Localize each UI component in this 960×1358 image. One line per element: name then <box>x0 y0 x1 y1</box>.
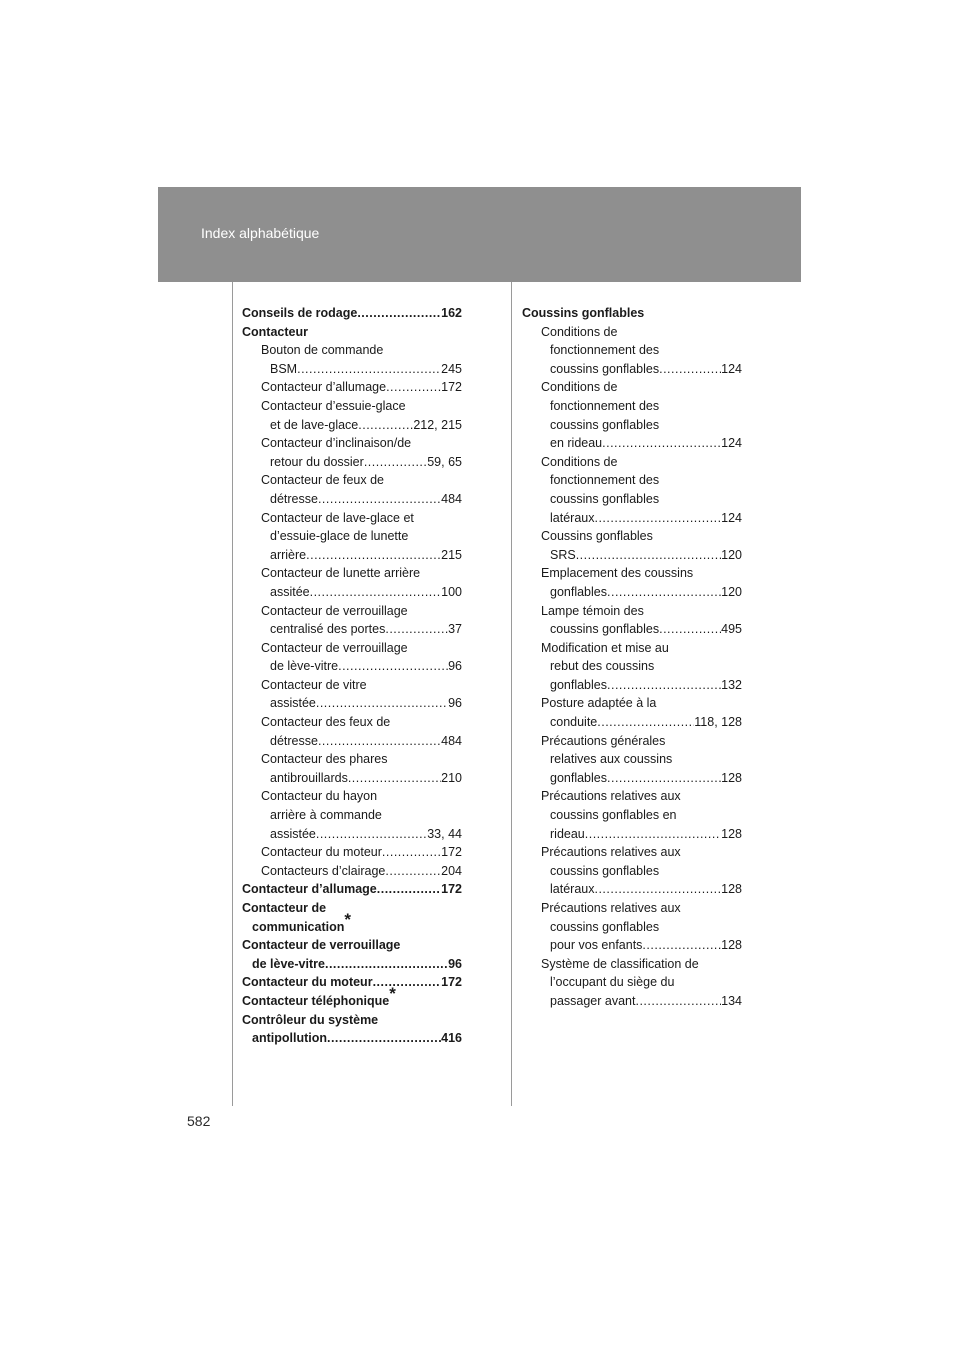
index-subentry: coussins gonflables <box>550 919 660 934</box>
index-subentry: passager avant ..... 134 <box>522 992 742 1011</box>
index-subentry: Posture adaptée à la <box>541 696 657 711</box>
index-subentry: centralisé des portes ..... 37 <box>242 620 462 639</box>
index-subentry: coussins gonflables <box>550 491 660 506</box>
index-subentry: SRS ..... 120 <box>522 546 742 565</box>
index-subentry: Précautions relatives aux <box>541 901 681 915</box>
index-subentry: conduite ..... 118, 128 <box>522 713 742 732</box>
index-subentry: et de lave-glace ..... 212, 215 <box>242 416 462 435</box>
index-subentry: détresse ..... 484 <box>242 732 462 751</box>
index-subentry: arrière ..... 215 <box>242 546 462 565</box>
index-subentry: arrière à commande <box>270 808 382 823</box>
index-subentry: Conditions de <box>541 454 618 469</box>
index-subentry: gonflables ..... 128 <box>522 769 742 788</box>
index-entry-continued: de lève-vitre ..... 96 <box>242 955 462 974</box>
index-subentry: rebut des coussins <box>550 659 655 674</box>
column-divider-right <box>511 282 512 1106</box>
index-subentry: Contacteur d’allumage ..... 172 <box>242 378 462 397</box>
index-subentry: Contacteur du hayon <box>261 789 378 804</box>
index-entry: Conseils de rodage ..... 162 <box>242 304 462 323</box>
index-subentry: Contacteur d’essuie-glace <box>261 398 406 413</box>
index-subentry: fonctionnement des <box>550 473 660 488</box>
index-subentry: Contacteur des feux de <box>261 715 391 730</box>
index-subentry: Emplacement des coussins <box>541 566 694 581</box>
index-subentry: rideau ..... 128 <box>522 825 742 844</box>
index-entry: Contrôleur du système <box>242 1012 379 1027</box>
page-header-title: Index alphabétique <box>201 225 320 241</box>
index-subentry: retour du dossier ..... 59, 65 <box>242 453 462 472</box>
index-subentry: Lampe témoin des <box>541 603 644 618</box>
index-entry-continued: communication* <box>252 909 351 934</box>
index-subentry: Contacteur de feux de <box>261 473 384 488</box>
index-entry: Contacteur de verrouillage <box>242 938 401 953</box>
index-subentry: gonflables ..... 132 <box>522 676 742 695</box>
index-subentry: Bouton de commande <box>261 343 384 358</box>
index-subentry: coussins gonflables <box>550 417 660 432</box>
index-subentry: Contacteur de vitre <box>261 677 367 692</box>
index-subentry: BSM ..... 245 <box>242 360 462 379</box>
index-subentry: pour vos enfants ..... 128 <box>522 936 742 955</box>
index-subentry: gonflables ..... 120 <box>522 583 742 602</box>
index-entry: Contacteur du moteur ..... 172 <box>242 973 462 992</box>
index-entry: Contacteur de <box>242 901 327 915</box>
index-subentry: assistée ..... 96 <box>242 694 462 713</box>
index-subentry: coussins gonflables ..... 495 <box>522 620 742 639</box>
index-subentry: Contacteur d’inclinaison/de <box>261 436 412 451</box>
index-entry: Contacteur téléphonique* <box>242 983 396 1008</box>
index-subentry: Contacteur de verrouillage <box>261 603 408 618</box>
index-subentry: Conditions de <box>541 324 618 339</box>
index-subentry: antibrouillards ..... 210 <box>242 769 462 788</box>
index-entry-continued: antipollution ..... 416 <box>242 1029 462 1048</box>
index-subentry: relatives aux coussins <box>550 752 673 767</box>
index-subentry: Précautions générales <box>541 733 666 748</box>
index-subentry: d’essuie-glace de lunette <box>270 529 409 544</box>
index-entry: Contacteur <box>242 324 308 339</box>
index-subentry: Système de classification de <box>541 956 699 971</box>
index-subentry: latéraux ..... 124 <box>522 509 742 528</box>
index-subentry: fonctionnement des <box>550 343 660 358</box>
index-subentry: Précautions relatives aux <box>541 789 681 804</box>
page-number: 582 <box>187 1113 211 1129</box>
index-subentry: assitée ..... 100 <box>242 583 462 602</box>
index-subentry: de lève-vitre ..... 96 <box>242 657 462 676</box>
index-subentry: en rideau ..... 124 <box>522 434 742 453</box>
column-divider-left <box>232 282 233 1106</box>
index-subentry: détresse ..... 484 <box>242 490 462 509</box>
index-column-right <box>522 304 742 1011</box>
index-subentry: l’occupant du siège du <box>550 975 675 990</box>
index-subentry: coussins gonflables en <box>550 808 677 823</box>
index-subentry: Contacteur du moteur ..... 172 <box>242 843 462 862</box>
index-subentry: fonctionnement des <box>550 398 660 413</box>
index-subentry: Contacteurs d’clairage ..... 204 <box>242 862 462 881</box>
index-subentry: Contacteur de verrouillage <box>261 640 408 655</box>
index-subentry: Modification et mise au <box>541 640 669 655</box>
asterisk-marker: * <box>389 983 396 1003</box>
index-entry: Coussins gonflables <box>522 306 645 320</box>
index-subentry: Contacteur de lave-glace et <box>261 510 414 525</box>
index-subentry: coussins gonflables ..... 124 <box>522 360 742 379</box>
index-subentry: Contacteur des phares <box>261 752 388 767</box>
asterisk-marker: * <box>344 909 351 929</box>
index-subentry: Contacteur de lunette arrière <box>261 566 421 581</box>
index-subentry: assistée ..... 33, 44 <box>242 825 462 844</box>
index-subentry: coussins gonflables <box>550 863 660 878</box>
index-subentry: Conditions de <box>541 380 618 395</box>
index-subentry: latéraux ..... 128 <box>522 880 742 899</box>
index-column-left <box>242 304 462 1048</box>
index-entry: Contacteur d’allumage ..... 172 <box>242 880 462 899</box>
index-subentry: Précautions relatives aux <box>541 845 681 860</box>
index-subentry: Coussins gonflables <box>541 529 653 544</box>
